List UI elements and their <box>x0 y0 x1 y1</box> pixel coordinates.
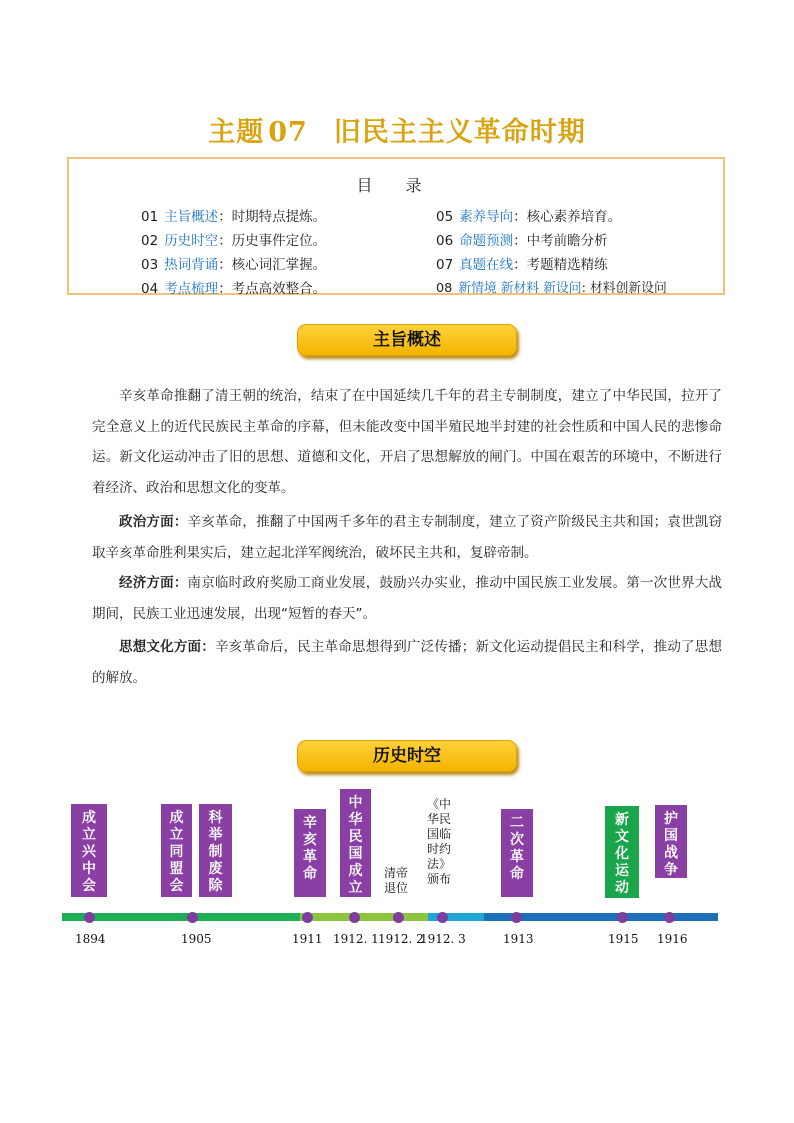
timeline-event-text: 立 <box>82 827 96 843</box>
timeline-event-text: 文 <box>615 829 629 845</box>
timeline-bar-segment <box>300 913 428 921</box>
economy-lead: 经济方面： <box>119 575 188 591</box>
timeline-year: 1894 <box>75 932 106 946</box>
toc-item-keyword: 考点梳理 <box>164 281 219 297</box>
toc-item-number: 05 <box>436 209 454 225</box>
timeline-event-text: 化 <box>615 846 629 862</box>
toc-item-number: 03 <box>141 257 159 273</box>
timeline-event-card <box>294 809 326 897</box>
timeline-year: 1905 <box>181 932 212 946</box>
timeline-event-card <box>605 806 639 898</box>
toc-item-desc: : 材料创新设问 <box>581 281 667 296</box>
timeline-event-card <box>340 789 371 897</box>
toc-item-desc: ：历史事件定位。 <box>218 233 327 249</box>
toc-item-number: 07 <box>436 257 454 273</box>
timeline-event-text: 退位 <box>383 881 408 895</box>
overview-intro: 辛亥革命推翻了清王朝的统治，结束了在中国延续几千年的君主专制制度，建立了中华民国，拉开了完全意义上的近代民族民主革命的序幕，但未能改变中国半殖民地半封建的社会性质和中国人民的悲惨命运。新文化运动冲击了旧的思想、道德和文化，开启了思想解放的闸门。中国在艰苦的环境中，不断进行着经济、政治和思想文化的变革。 <box>92 388 722 496</box>
toc-item-desc: ：中考前瞻分析 <box>513 233 608 249</box>
timeline-dot <box>349 912 360 923</box>
toc-item[interactable] <box>141 205 326 225</box>
timeline-event-text: 中 <box>348 795 363 811</box>
timeline-event-text: 兴 <box>82 844 96 860</box>
timeline-event-text: 立 <box>348 880 363 896</box>
toc-item[interactable] <box>141 253 326 273</box>
timeline-event-text: 会 <box>82 878 96 894</box>
timeline-event-text: 护 <box>664 811 678 827</box>
timeline-dot <box>187 912 198 923</box>
overview-economy <box>92 568 722 629</box>
toc-item[interactable] <box>436 253 608 273</box>
culture-text: 辛亥革命后，民主革命思想得到广泛传播；新文化运动提倡民主和科学，推动了思想的解放。 <box>92 639 723 686</box>
timeline-event-text: 科 <box>208 810 223 826</box>
timeline-event-text: 战 <box>664 845 678 861</box>
table-of-contents <box>67 157 725 295</box>
timeline-event-text: 国 <box>664 828 678 844</box>
timeline-event-text: 时约 <box>426 842 451 856</box>
timeline-event-text: 举 <box>208 827 223 843</box>
title-prefix: 主题 <box>208 117 265 148</box>
overview-politics <box>92 507 722 568</box>
timeline-dot <box>511 912 522 923</box>
toc-item-keyword: 素养导向 <box>459 209 514 225</box>
timeline-event-text: 命 <box>510 866 524 882</box>
toc-item-number: 01 <box>141 209 159 225</box>
toc-heading: 目 录 <box>356 176 436 195</box>
timeline-year: 1912. 3 <box>420 932 466 946</box>
timeline-event-text: 中 <box>82 861 96 877</box>
overview-culture <box>92 632 722 693</box>
toc-item-number: 04 <box>141 281 159 297</box>
toc-item-number: 08 <box>436 281 453 296</box>
timeline-event-text: 同 <box>169 844 184 860</box>
timeline-event-text: 成 <box>169 810 184 826</box>
timeline-bar-segment <box>62 913 300 921</box>
timeline-event-text: 民 <box>348 829 363 845</box>
timeline-event-text: 次 <box>510 832 524 848</box>
timeline-event-text: 颁布 <box>426 872 451 886</box>
toc-item-keyword: 主旨概述 <box>164 209 219 225</box>
section-banner-timeline <box>297 740 517 772</box>
timeline-event-text: 华民 <box>426 812 451 826</box>
page-title <box>0 110 794 149</box>
timeline-event-text: 《中 <box>426 797 451 811</box>
timeline-dot <box>437 912 448 923</box>
timeline-event-text: 制 <box>208 844 223 860</box>
economy-text: 南京临时政府奖励工商业发展，鼓励兴办实业，推动中国民族工业发展。第一次世界大战期间，民族工业迅速发展，出现“短暂的春天”。 <box>92 575 722 622</box>
banner-label: 主旨概述 <box>373 330 441 350</box>
timeline-year: 1911 <box>292 932 323 946</box>
timeline-dot <box>84 912 95 923</box>
politics-lead: 政治方面： <box>119 514 188 530</box>
timeline-year: 1913 <box>503 932 534 946</box>
timeline-event-text: 新 <box>615 812 629 828</box>
timeline-event-text: 会 <box>169 878 184 894</box>
timeline-dot <box>302 912 313 923</box>
toc-item[interactable] <box>436 229 608 249</box>
toc-item-desc: ：核心词汇掌握。 <box>218 257 327 273</box>
timeline-dot <box>617 912 628 923</box>
timeline-event-card <box>161 804 192 897</box>
culture-lead: 思想文化方面： <box>119 639 215 655</box>
timeline-year: 1916 <box>657 932 688 946</box>
timeline-event-text: 盟 <box>169 861 184 877</box>
title-number: 07 <box>268 117 308 148</box>
timeline-event-text: 争 <box>664 862 678 878</box>
toc-item-desc: ：核心素养培育。 <box>513 209 622 225</box>
timeline-event-text: 华 <box>348 812 363 828</box>
timeline-event-text: 国临 <box>426 827 451 841</box>
timeline-event-text: 革 <box>303 849 317 865</box>
timeline-event-text: 成 <box>82 810 96 826</box>
timeline-event-card <box>71 804 107 897</box>
timeline-year: 1912. 2 <box>378 932 424 946</box>
toc-item[interactable] <box>436 277 667 296</box>
toc-item-keyword: 真题在线 <box>459 257 514 273</box>
timeline-dot <box>664 912 675 923</box>
timeline-event-text: 成 <box>348 863 363 879</box>
timeline-event-card <box>421 797 457 902</box>
toc-item-keyword: 新情境 新材料 新设问 <box>458 281 582 296</box>
timeline-event-text: 亥 <box>303 832 317 848</box>
toc-item[interactable] <box>141 229 326 249</box>
timeline-event-card <box>655 805 687 878</box>
toc-item-desc: ：考点高效整合。 <box>218 281 327 297</box>
toc-item[interactable] <box>436 205 621 225</box>
timeline-event-text: 除 <box>208 878 223 894</box>
banner-label: 历史时空 <box>373 746 441 766</box>
toc-item[interactable] <box>141 277 326 297</box>
timeline-dot <box>393 912 404 923</box>
timeline-event-text: 动 <box>615 880 629 896</box>
timeline-event-card <box>199 804 232 897</box>
section-banner-overview <box>297 324 517 356</box>
politics-text: 辛亥革命，推翻了中国两千多年的君主专制制度，建立了资产阶级民主共和国；袁世凯窃取辛亥革命胜利果实后，建立起北洋军阀统治，破坏民主共和，复辟帝制。 <box>92 514 722 561</box>
toc-item-number: 02 <box>141 233 159 249</box>
timeline-event-text: 废 <box>208 861 223 877</box>
toc-item-keyword: 历史时空 <box>164 233 219 249</box>
timeline-event-text: 命 <box>303 866 317 882</box>
timeline-event-text: 革 <box>510 849 524 865</box>
title-name: 旧民主主义革命时期 <box>333 117 586 148</box>
toc-item-number: 06 <box>436 233 454 249</box>
timeline-event-text: 辛 <box>303 815 317 831</box>
timeline-event-text: 清帝 <box>383 866 408 880</box>
toc-item-keyword: 命题预测 <box>459 233 514 249</box>
timeline-event-text: 运 <box>615 863 629 879</box>
timeline-year: 1912. 1 <box>333 932 379 946</box>
timeline-event-text: 法》 <box>426 857 451 871</box>
timeline-event-text: 二 <box>510 815 524 831</box>
timeline-event-text: 国 <box>348 846 363 862</box>
toc-item-desc: ：时期特点提炼。 <box>218 209 327 225</box>
timeline-year: 1915 <box>608 932 639 946</box>
timeline-event-card <box>501 809 533 897</box>
timeline-event-card <box>380 866 412 904</box>
toc-item-desc: ：考题精选精练 <box>513 257 608 273</box>
toc-item-keyword: 热词背诵 <box>164 257 219 273</box>
timeline-event-text: 立 <box>169 827 184 843</box>
